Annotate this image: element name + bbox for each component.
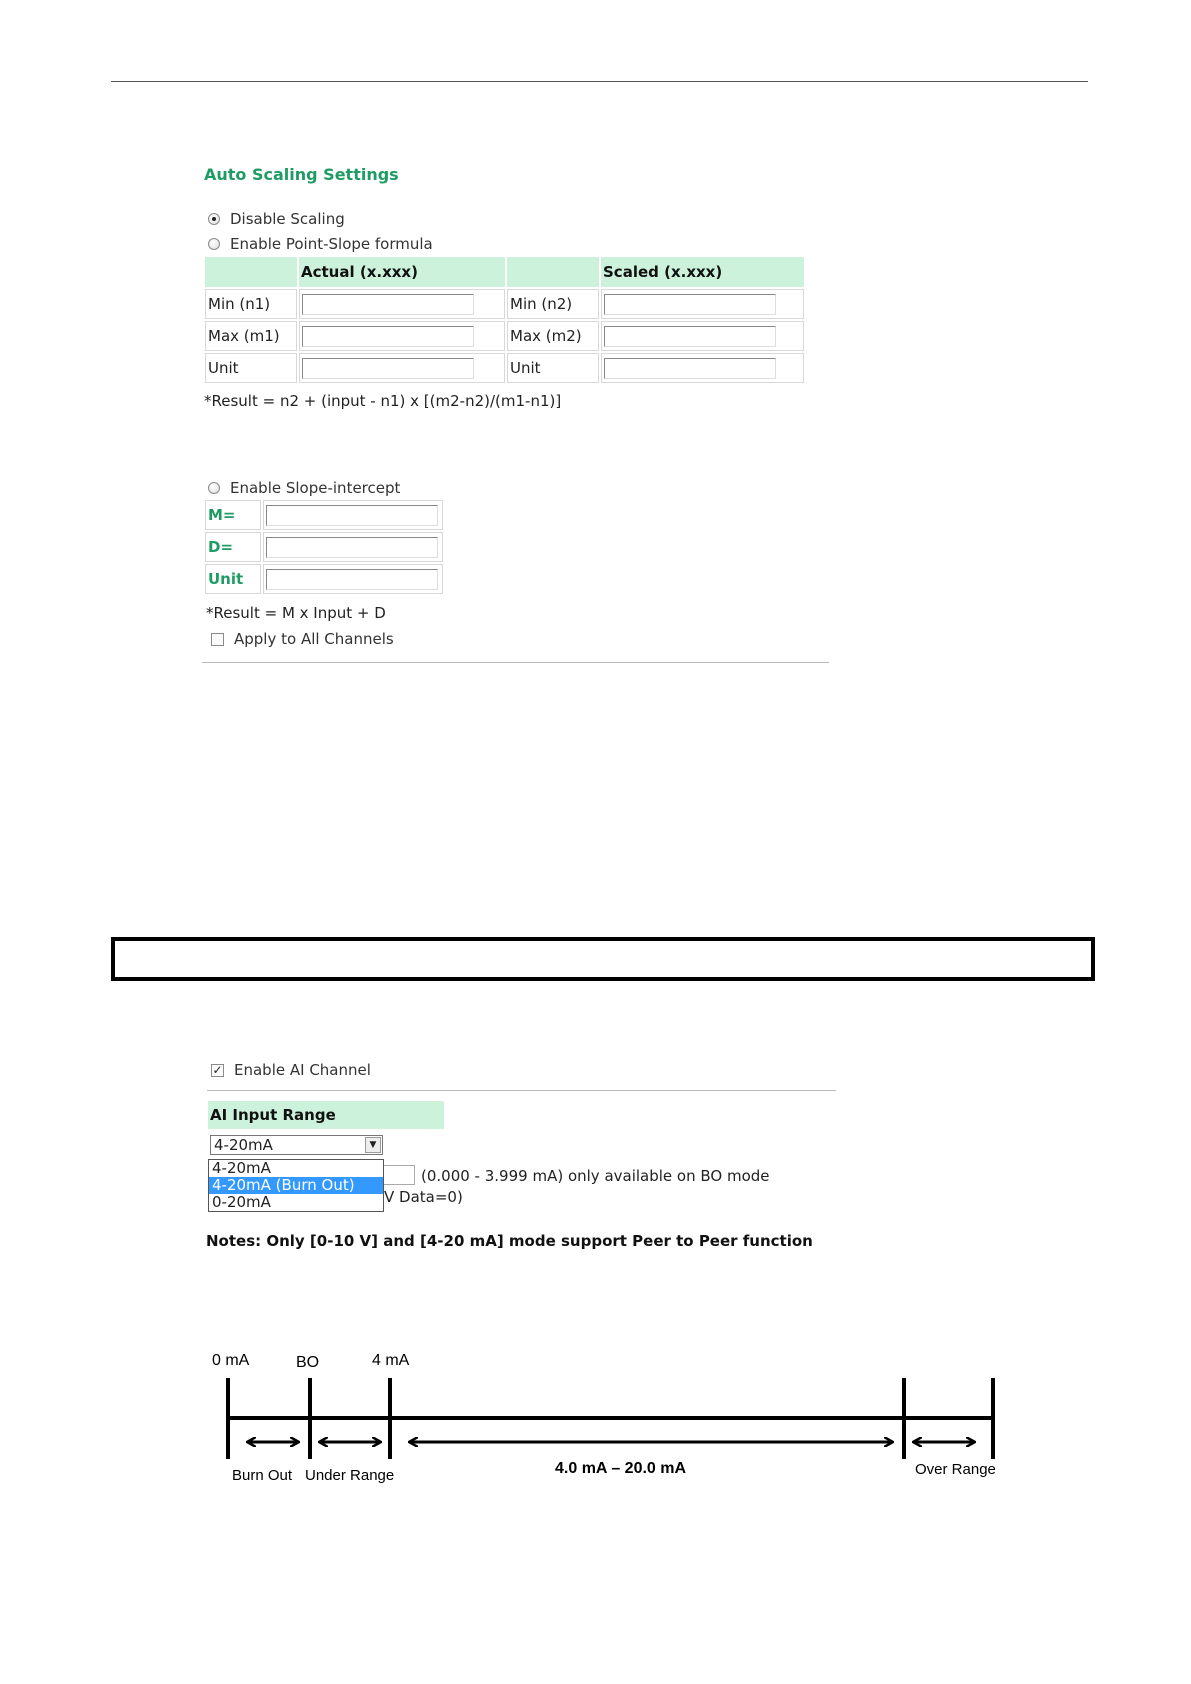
actual-header: Actual (x.xxx) (299, 257, 505, 287)
bo-hint: (0.000 - 3.999 mA) only available on BO mode (421, 1167, 770, 1185)
dropdown-option[interactable]: 0-20mA (212, 1193, 271, 1211)
scaled-unit-label: Unit (507, 353, 599, 383)
label-burn-out: Burn Out (232, 1467, 293, 1484)
auto-scaling-title: Auto Scaling Settings (204, 165, 399, 184)
min-n2-label: Min (n2) (507, 289, 599, 319)
data-hint: V Data=0) (384, 1188, 463, 1206)
scaled-header: Scaled (x.xxx) (601, 257, 804, 287)
max-m2-label: Max (m2) (507, 321, 599, 351)
dropdown-option[interactable]: 4-20mA (212, 1159, 271, 1177)
enable-ai-checkbox[interactable]: ✓ (212, 1062, 223, 1077)
label-4ma: 4 mA (372, 1352, 410, 1369)
point-slope-formula: *Result = n2 + (input - n1) x [(m2-n2)/(m1-n1)] (204, 392, 562, 410)
max-m1-label: Max (m1) (205, 321, 297, 351)
disable-scaling-label: Disable Scaling (230, 210, 345, 228)
label-0ma: 0 mA (212, 1352, 250, 1369)
chevron-down-icon[interactable]: ▼ (365, 1137, 381, 1153)
min-n1-label: Min (n1) (205, 289, 297, 319)
dropdown-option-selected[interactable]: 4-20mA (Burn Out) (209, 1177, 383, 1194)
ai-input-range-header: AI Input Range (208, 1101, 444, 1129)
si-unit-label: Unit (205, 564, 261, 594)
actual-unit-label: Unit (205, 353, 297, 383)
peer-to-peer-note: Notes: Only [0-10 V] and [4-20 mA] mode support Peer to Peer function (206, 1232, 813, 1250)
slope-intercept-label: Enable Slope-intercept (230, 479, 401, 497)
ai-range-select-value: 4-20mA (214, 1136, 273, 1154)
label-bo: BO (296, 1354, 320, 1371)
label-under-range: Under Range (305, 1467, 395, 1484)
d-label: D= (205, 532, 261, 562)
m-label: M= (205, 500, 261, 530)
label-normal-range: 4.0 mA – 20.0 mA (555, 1460, 687, 1477)
enable-ai-label: Enable AI Channel (234, 1061, 371, 1079)
label-over-range: Over Range (915, 1461, 996, 1478)
point-slope-label: Enable Point-Slope formula (230, 235, 433, 253)
apply-all-label: Apply to All Channels (234, 630, 394, 648)
slope-intercept-formula: *Result = M x Input + D (206, 604, 386, 622)
